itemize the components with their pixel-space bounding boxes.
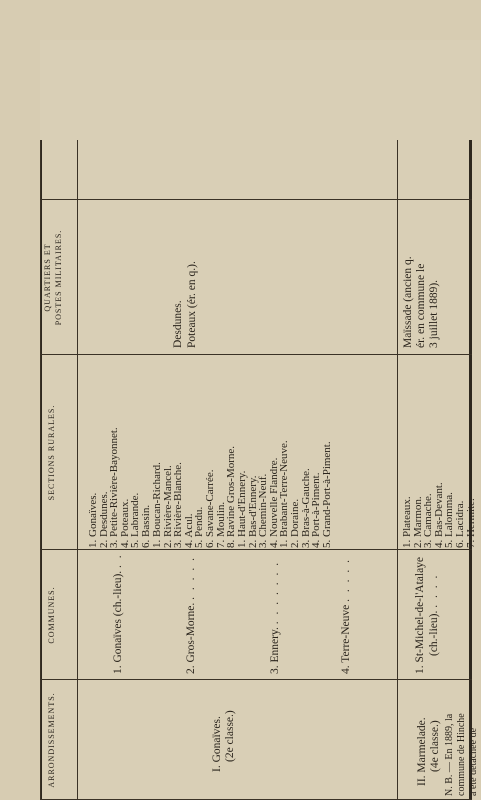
section-item: 5. Grand-Port-à-Piment. bbox=[320, 441, 333, 548]
commune-gros-morne: 2. Gros-Morne. . . . . . bbox=[185, 556, 197, 674]
quartier-maissade-line3: 3 juillet 1889). bbox=[428, 279, 440, 348]
quartier-maissade-line1: Maïssade (ancien q. bbox=[402, 256, 414, 348]
section-item: 6. Savane-Carrée. bbox=[203, 469, 216, 548]
header-sections-rurales: SECTIONS RURALES. bbox=[47, 404, 56, 501]
section-item: 1. Gonaïves. bbox=[87, 492, 99, 548]
sections-ennery bbox=[237, 440, 290, 548]
section-item: 1. Brabant-Terre-Neuve. bbox=[278, 440, 291, 548]
section-item: 4. Poteaux. bbox=[118, 498, 131, 548]
arrondissement-gonaives-classe: (2e classe.) bbox=[224, 710, 236, 762]
section-item: 5. Lalomma. bbox=[443, 492, 456, 548]
header-top-rule bbox=[40, 140, 41, 800]
marmelade-note-line1: N. B. — En 1889, la bbox=[444, 713, 455, 796]
quartier-maissade-line2: ér. en commune le bbox=[415, 263, 427, 348]
col-sep-3 bbox=[40, 354, 472, 355]
commune-st-michel: 1. St-Michel-de-l'Atalaye bbox=[414, 556, 426, 674]
col-sep-2 bbox=[40, 549, 472, 550]
commune-st-michel-2: (ch.-lieu). . . . . bbox=[428, 573, 440, 656]
section-item: 3. Chemin-Neuf. bbox=[257, 473, 270, 548]
section-item: 4. Port-à-Piment. bbox=[310, 472, 323, 548]
table-right-rule bbox=[40, 199, 472, 200]
quartier-desdunes: Desdunes. bbox=[172, 300, 184, 348]
section-item: 5. Pendu. bbox=[193, 506, 206, 548]
arrondissement-marmelade-classe: (4e classe.) bbox=[429, 720, 441, 772]
section-item: 1. Plateaux. bbox=[401, 496, 413, 548]
section-item: 7. Moulin. bbox=[214, 501, 227, 548]
header-quartiers bbox=[42, 200, 72, 355]
quartier-poteaux: Poteaux (ér. en q.). bbox=[186, 261, 198, 348]
section-item: 1. Boucan-Richard. bbox=[151, 462, 163, 548]
section-item: 4. Nouvelle Flandre. bbox=[267, 457, 280, 548]
commune-ennery: 3. Ennery. . . . . . . . bbox=[269, 560, 281, 674]
section-item: 6. Bassin. bbox=[139, 504, 152, 548]
sections-st-michel bbox=[402, 482, 476, 548]
commune-gonaives: 1. Gonaïves (ch.-lieu). . . bbox=[112, 553, 124, 674]
sections-gonaives bbox=[88, 427, 152, 548]
section-item: 8. Ravine Gros-Morne. bbox=[225, 445, 238, 548]
section-item: 3. Bras-à-Gauche. bbox=[299, 468, 312, 548]
arrondissement-gonaives: I. Gonaïves. bbox=[211, 716, 223, 772]
section-item: 5. Labrande. bbox=[129, 492, 142, 548]
sections-gros-morne bbox=[152, 446, 237, 548]
arrondissement-marmelade: II. Marmelade. bbox=[416, 717, 428, 786]
header-bottom-rule bbox=[77, 140, 78, 800]
section-item: 4. Bas-Devant. bbox=[432, 482, 445, 548]
section-item: 2. Doraine. bbox=[289, 498, 301, 548]
section-item: 3. Petite-Rivière-Bayonnet. bbox=[108, 427, 121, 548]
section-item: 2. Desdunes. bbox=[97, 491, 110, 548]
commune-terre-neuve: 4. Terre-Neuve . . . . . bbox=[340, 558, 352, 674]
section-item: 2. Marmon. bbox=[411, 496, 424, 548]
row-sep-marmelade bbox=[397, 140, 398, 800]
header-quartiers-line2: POSTES MILITAIRES. bbox=[54, 229, 63, 326]
section-item: 4. Acul. bbox=[182, 513, 195, 548]
header-quartiers-line1: QUARTIERS ET bbox=[43, 243, 52, 312]
section-item: 2. Bas-d'Ennery. bbox=[246, 475, 259, 548]
section-item: 1. Haut-d'Ennery. bbox=[236, 470, 248, 548]
col-sep-1 bbox=[40, 679, 472, 680]
section-item: 6. Lacidra. bbox=[453, 500, 466, 548]
sections-terre-neuve bbox=[290, 441, 332, 548]
header-arrondissements: ARRONDISSEMENTS. bbox=[47, 692, 56, 788]
section-item: 3. Camache. bbox=[422, 493, 435, 548]
section-item: 3. Rivière-Blanche. bbox=[172, 462, 185, 548]
section-item: 2. Rivière-Mancel. bbox=[161, 465, 174, 548]
rotated-table-page bbox=[40, 40, 480, 800]
header-communes: COMMUNES. bbox=[47, 586, 56, 644]
marmelade-note-line3: a été détachée de bbox=[468, 727, 479, 796]
section-item: 7. Hermite. bbox=[464, 498, 477, 548]
marmelade-note-line2: commune de Hinche bbox=[456, 713, 467, 796]
